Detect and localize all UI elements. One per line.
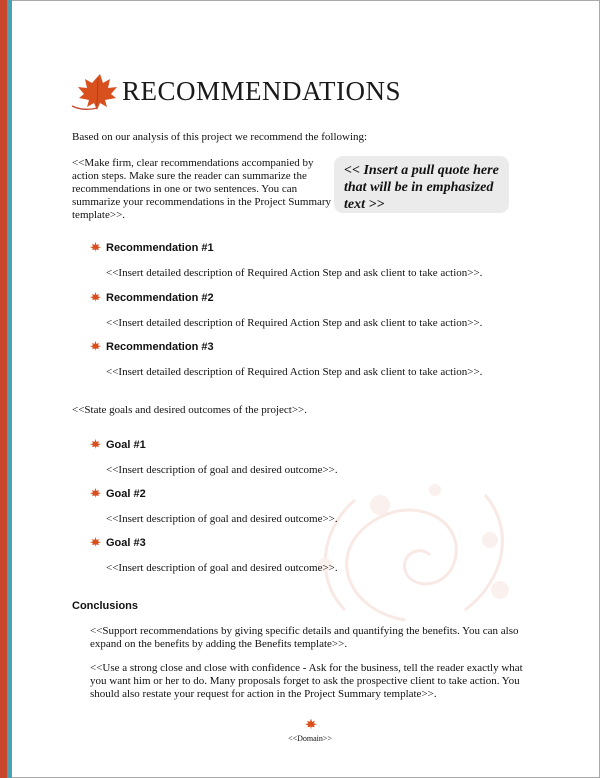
page-title: RECOMMENDATIONS [122,76,402,106]
maple-leaf-bullet-icon [90,537,101,547]
maple-leaf-bullet-icon [90,341,101,351]
goal-title: Goal #2 [106,488,146,500]
footer-maple-leaf-icon [305,718,317,730]
lead-paragraph: <<Make firm, clear recommendations accompanied by action steps. Make sure the reader can summarize the recommendations in one or two sentences. You can summarize your recommendations in the Project Summary template>>. [72,157,332,221]
goal-title: Goal #1 [106,439,146,451]
recommendation-heading [90,341,214,353]
goal-description: <<Insert description of goal and desired outcome>>. [106,562,338,574]
intro-text: Based on our analysis of this project we recommend the following: [72,131,368,143]
conclusion-paragraph: <<Support recommendations by giving specific details and quantifying the benefits. You can also expand on the benefits by adding the Benefits template>>. [90,625,519,650]
goal-heading [90,537,146,549]
maple-leaf-bullet-icon [90,242,101,252]
recommendation-title: Recommendation #3 [106,341,214,353]
footer-domain: <<Domain>> [288,734,332,743]
goal-heading [90,439,146,451]
conclusion-paragraph: <<Use a strong close and close with confidence - Ask for the business, tell the reader exactly what you want him or her to do. Many proposals forget to ask the prospective client to take action. You should also restate your request for action in the Project Summary template>>. [90,662,523,700]
left-accent-stripe-red [0,0,7,778]
goal-description: <<Insert description of goal and desired outcome>>. [106,464,338,476]
conclusions-heading: Conclusions [72,600,139,612]
left-accent-stripe-blue [7,0,12,778]
goal-title: Goal #3 [106,537,146,549]
goal-description: <<Insert description of goal and desired outcome>>. [106,513,338,525]
maple-leaf-bullet-icon [90,292,101,302]
watermark-swirl-graphic [285,470,525,630]
recommendation-title: Recommendation #1 [106,242,214,254]
recommendation-description: <<Insert detailed description of Required Action Step and ask client to take action>>. [106,317,483,329]
maple-leaf-bullet-icon [90,439,101,449]
goal-heading [90,488,146,500]
recommendation-description: <<Insert detailed description of Required Action Step and ask client to take action>>. [106,267,483,279]
maple-leaf-bullet-icon [90,488,101,498]
maple-leaf-icon [70,70,122,114]
goals-intro: <<State goals and desired outcomes of the project>>. [72,404,307,416]
recommendation-description: <<Insert detailed description of Required Action Step and ask client to take action>>. [106,366,483,378]
recommendation-title: Recommendation #2 [106,292,214,304]
pull-quote: << Insert a pull quote here that will be in emphasized text >> [334,156,509,213]
recommendation-heading [90,292,214,304]
recommendation-heading [90,242,214,254]
